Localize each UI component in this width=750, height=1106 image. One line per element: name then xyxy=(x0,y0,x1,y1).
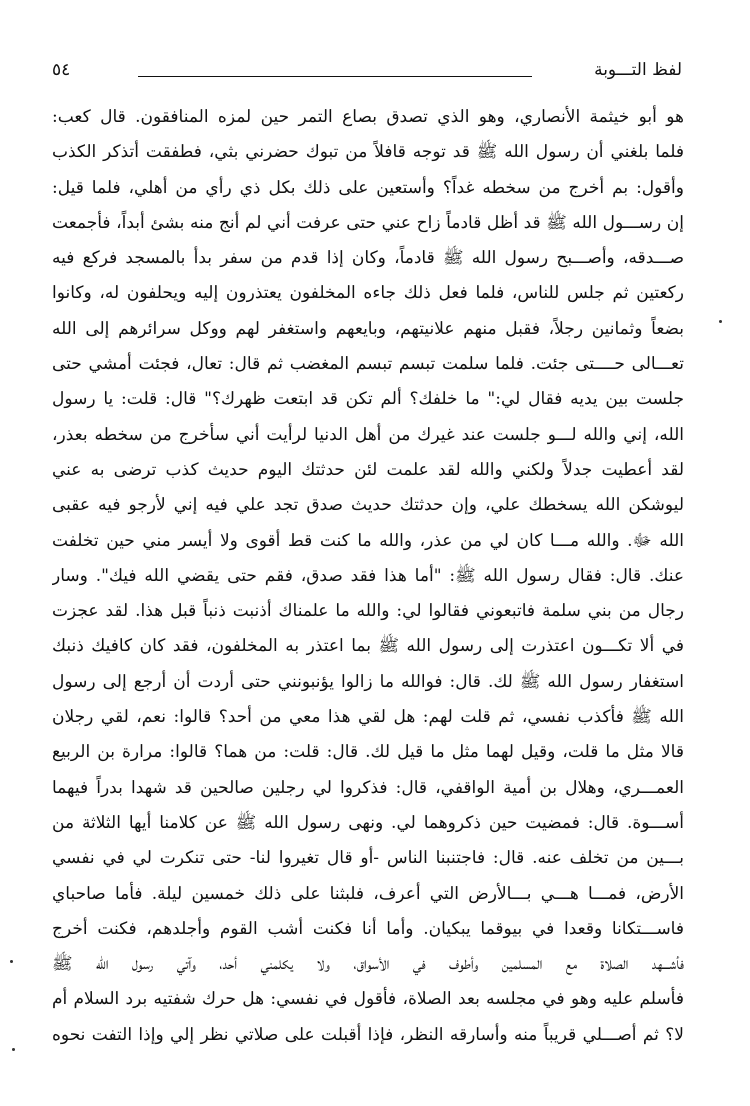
text-line-8: تعـــالى حــــتى جئت. فلما سلمت تبسم تبسم المغضب ثم قال: تعال، فجئت أمشي حتى xyxy=(52,354,684,375)
scan-speck xyxy=(719,320,722,323)
text-line-11: لقد أعطيت جدلاً ولكني والله لقد علمت لئن حدثتك اليوم حديث كذب ترضى به عني xyxy=(52,459,684,480)
text-line-17: استغفار رسول الله ﷺ لك. قال: فوالله ما زالوا يؤنبونني حتى أردت أن أرجع إلى رسول xyxy=(52,671,684,692)
text-line-15: رجال من بني سلمة فاتبعوني فقالوا لي: والله ما علمناك أذنبت ذنباً قبل هذا. لقد عجزت xyxy=(52,601,684,622)
text-line-1: هو أبو خيثمة الأنصاري، وهو الذي تصدق بصاع التمر حين لمزه المنافقون. قال كعب: xyxy=(52,107,684,127)
text-line-4: إن رســـول الله ﷺ قد أظل قادماً زاح عني حتى عرفت أني لم أنج منه بشئ أبداً، فأجمعت xyxy=(52,212,684,233)
page-header xyxy=(52,52,682,92)
body-text xyxy=(52,100,684,1053)
text-line-23: الأرض، فمـــا هـــي بـــالأرض التي أعرف، فلبثنا على ذلك خمسين ليلة. فأما صاحباي xyxy=(52,883,684,904)
text-line-7: بضعاً وثمانين رجلاً، فقبل منهم علانيتهم، وبايعهم واستغفر لهم ووكل سرائرهم إلى الله xyxy=(52,318,684,339)
text-line-25: فأشـــهد الصلاة مع المسلمين وأطوف في الأسواق، ولا يكلمني أحد، وآتي رسول الله ﷺ xyxy=(52,954,684,975)
text-line-9: جلست بين يديه فقال لي:" ما خلفك؟ ألم تكن قد ابتعت ظهرك؟" قال: قلت: يا رسول xyxy=(52,389,684,410)
text-line-26: فأسلم عليه وهو في مجلسه بعد الصلاة، فأقول في نفسي: هل حرك شفتيه برد السلام أم xyxy=(52,989,684,1010)
text-line-14: عنك. قال: فقال رسول الله ﷺ: "أما هذا فقد صدق، فقم حتى يقضي الله فيك". وسار xyxy=(52,565,684,586)
text-line-12: ليوشكن الله يسخطك علي، وإن حدثتك حديث صدق تجد علي فيه إني لأرجو فيه عقبى xyxy=(52,495,684,516)
text-line-18: الله ﷺ فأكذب نفسي، ثم قلت لهم: هل لقي هذا معي من أحد؟ قالوا: نعم، لقي رجلان xyxy=(52,707,684,728)
page-number: ٥٤ xyxy=(52,60,71,80)
text-line-24: فاســـتكانا وقعدا في بيوقما يبكيان. وأما أنا فكنت أشب القوم وأجلدهم، فكنت أخرج xyxy=(52,918,684,939)
running-title: لفظ التـــوبة xyxy=(594,60,682,80)
text-line-2: فلما بلغني أن رسول الله ﷺ قد توجه قافلاً من تبوك حضرني بثي، فطفقت أتذكر الكذب xyxy=(52,142,684,163)
scan-speck xyxy=(12,1048,15,1051)
scan-speck xyxy=(10,960,13,963)
text-line-13: الله ﷻ. والله مـــا كان لي من عذر، والله ما كنت قط أقوى ولا أيسر مني حين تخلفت xyxy=(52,530,684,551)
text-line-21: أســـوة. قال: فمضيت حين ذكروهما لي. ونهى رسول الله ﷺ عن كلامنا أيها الثلاثة من xyxy=(52,812,684,833)
text-line-5: صـــدقه، وأصـــبح رسول الله ﷺ قادماً، وكان إذا قدم من سفر بدأ بالمسجد فركع فيه xyxy=(52,248,684,269)
text-line-16: في ألا تكـــون اعتذرت إلى رسول الله ﷺ بما اعتذر به المخلفون، فقد كان كافيك ذنبك xyxy=(52,636,684,657)
text-line-27: لا؟ ثم أصـــلي قريباً منه وأسارقه النظر، فإذا أقبلت على صلاتي نظر إلي وإذا التفت نحوه xyxy=(52,1024,684,1045)
text-line-20: العمـــري، وهلال بن أمية الواقفي، قال: فذكروا لي رجلين صالحين قد شهدا بدراً فيهما xyxy=(52,777,684,798)
text-line-19: قالا مثل ما قلت، وقيل لهما مثل ما قيل لك. قال: قلت: من هما؟ قالوا: مرارة بن الربيع xyxy=(52,742,684,763)
text-line-22: بـــين من تخلف عنه. قال: فاجتنبنا الناس -أو قال تغيروا لنا- حتى تنكرت لي في نفسي xyxy=(52,848,684,869)
text-line-6: ركعتين ثم جلس للناس، فلما فعل ذلك جاءه المخلفون يعتذرون إليه ويحلفون له، وكانوا xyxy=(52,283,684,304)
text-line-3: وأقول: بم أخرج من سخطه غداً؟ وأستعين على ذلك بكل ذي رأي من أهلي، فلما قيل: xyxy=(52,177,684,198)
header-rule xyxy=(138,76,532,77)
text-line-10: الله، إني والله لـــو جلست عند غيرك من أهل الدنيا لرأيت أني سأخرج من سخطه بعذر، xyxy=(52,424,684,445)
